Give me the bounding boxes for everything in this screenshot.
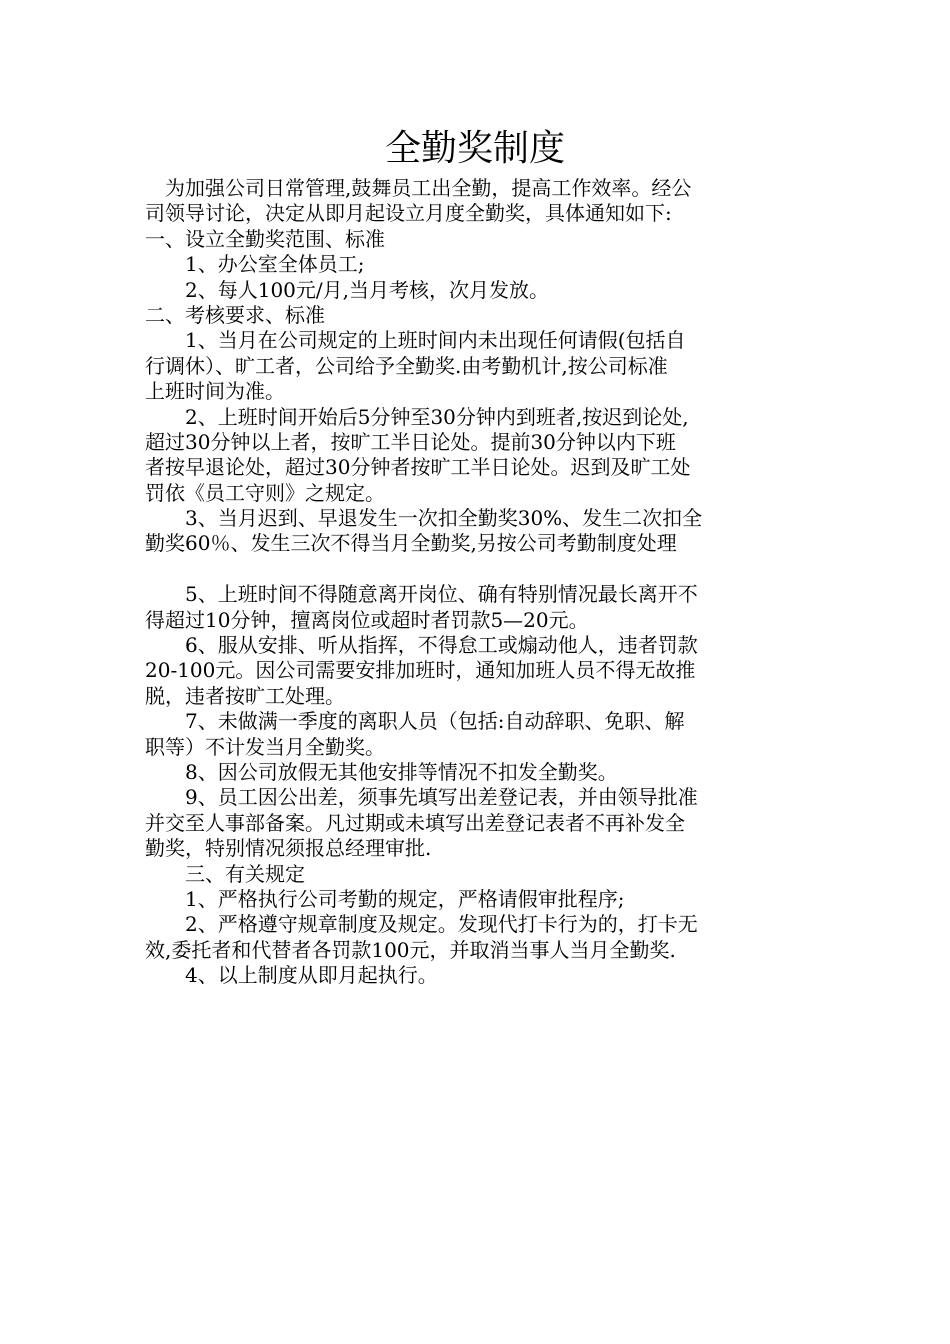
text-line: 6、服从安排、听从指挥，不得怠工或煽动他人，违者罚款 — [145, 633, 698, 658]
text-line: 5、上班时间不得随意离开岗位、确有特别情况最长离开不 — [145, 582, 698, 607]
text-line: 2、每人100元/月,当月考核，次月发放。 — [145, 277, 549, 302]
text-line: 勤奖60％、发生三次不得当月全勤奖,另按公司考勤制度处理 — [145, 531, 677, 556]
text-line: 二、考核要求、标准 — [145, 302, 325, 327]
text-line: 脱，违者按旷工处理。 — [145, 683, 345, 708]
blank-line — [145, 557, 810, 582]
document-title: 全勤奖制度 — [384, 128, 565, 169]
text-line: 者按早退论处，超过30分钟者按旷工半日论处。迟到及旷工处 — [145, 455, 691, 480]
text-line: 1、当月在公司规定的上班时间内未出现任何请假(包括自 — [145, 328, 686, 353]
text-line: 4、以上制度从即月起执行。 — [145, 963, 438, 988]
text-line: 超过30分钟以上者，按旷工半日论处。提前30分钟以内下班 — [145, 429, 676, 454]
text-line: 3、当月迟到、早退发生一次扣全勤奖30%、发生二次扣全 — [145, 506, 703, 531]
text-line: 1、办公室全体员工; — [145, 252, 365, 277]
text-line: 司领导讨论，决定从即月起设立月度全勤奖，具体通知如下: — [145, 201, 672, 226]
text-line: 2、上班时间开始后5分钟至30分钟内到班者,按迟到论处, — [145, 404, 689, 429]
text-line: 并交至人事部备案。凡过期或未填写出差登记表者不再补发全 — [145, 810, 685, 835]
text-line: 9、员工因公出差，须事先填写出差登记表，并由领导批准 — [145, 785, 698, 810]
text-line: 上班时间为准。 — [145, 379, 285, 404]
text-line: 职等）不计发当月全勤奖。 — [145, 734, 385, 759]
text-line: 三、有关规定 — [145, 861, 305, 886]
text-line: 1、严格执行公司考勤的规定，严格请假审批程序; — [145, 886, 625, 911]
text-line: 效,委托者和代替者各罚款100元，并取消当事人当月全勤奖. — [145, 937, 676, 962]
text-line: 一、设立全勤奖范围、标准 — [145, 226, 385, 251]
text-line: 为加强公司日常管理,鼓舞员工出全勤，提高工作效率。经公 — [145, 176, 692, 200]
document-body — [145, 176, 810, 989]
text-line: 行调休）、旷工者，公司给予全勤奖.由考勤机计,按公司标准 — [145, 353, 668, 378]
text-line: 20-100元。因公司需要安排加班时，通知加班人员不得无故推 — [145, 658, 696, 683]
text-line: 罚依《员工守则》之规定。 — [145, 480, 385, 505]
text-line: 2、严格遵守规章制度及规定。发现代打卡行为的，打卡无 — [145, 912, 698, 937]
text-line: 勤奖，特别情况须报总经理审批. — [145, 836, 432, 861]
text-line: 7、未做满一季度的离职人员（包括:自动辞职、免职、解 — [145, 709, 685, 734]
text-line: 得超过10分钟，擅离岗位或超时者罚款5—20元。 — [145, 607, 589, 632]
text-line: 8、因公司放假无其他安排等情况不扣发全勤奖。 — [145, 759, 618, 784]
